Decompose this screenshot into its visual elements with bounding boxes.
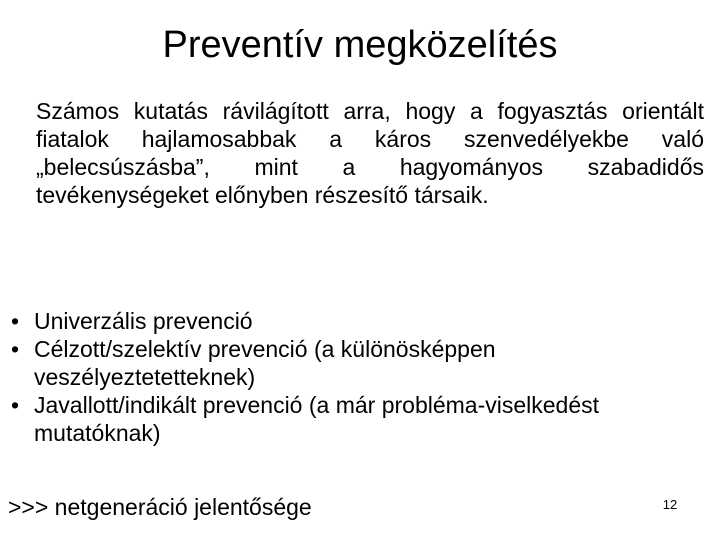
- bullet-text: Célzott/szelektív prevenció (a különösképpen veszélyeztetetteknek): [34, 336, 496, 390]
- bullet-item-universal: [0, 307, 640, 335]
- bullet-dot-icon: •: [10, 392, 20, 418]
- page-number: 12: [662, 497, 678, 512]
- bullet-item-indicated: [0, 391, 640, 447]
- bullet-dot-icon: •: [10, 336, 20, 362]
- bullet-list: [0, 307, 640, 447]
- bullet-text: Javallott/indikált prevenció (a már probléma-viselkedést mutatóknak): [34, 392, 600, 446]
- bullet-text: Univerzális prevenció: [34, 308, 253, 334]
- bullet-dot-icon: •: [10, 308, 20, 334]
- intro-paragraph: Számos kutatás rávilágított arra, hogy a fogyasztás orientált fiatalok hajlamosabbak a káros szenvedélyekbe való „belecsúszásba”, mint a hagyományos szabadidős tevékenységeket előnyben részesítő társaik.: [36, 98, 704, 208]
- slide-title: Preventív megközelítés: [162, 24, 558, 66]
- footer-link[interactable]: >>> netgeneráció jelentősége: [8, 494, 312, 520]
- bullet-item-selective: [0, 335, 640, 391]
